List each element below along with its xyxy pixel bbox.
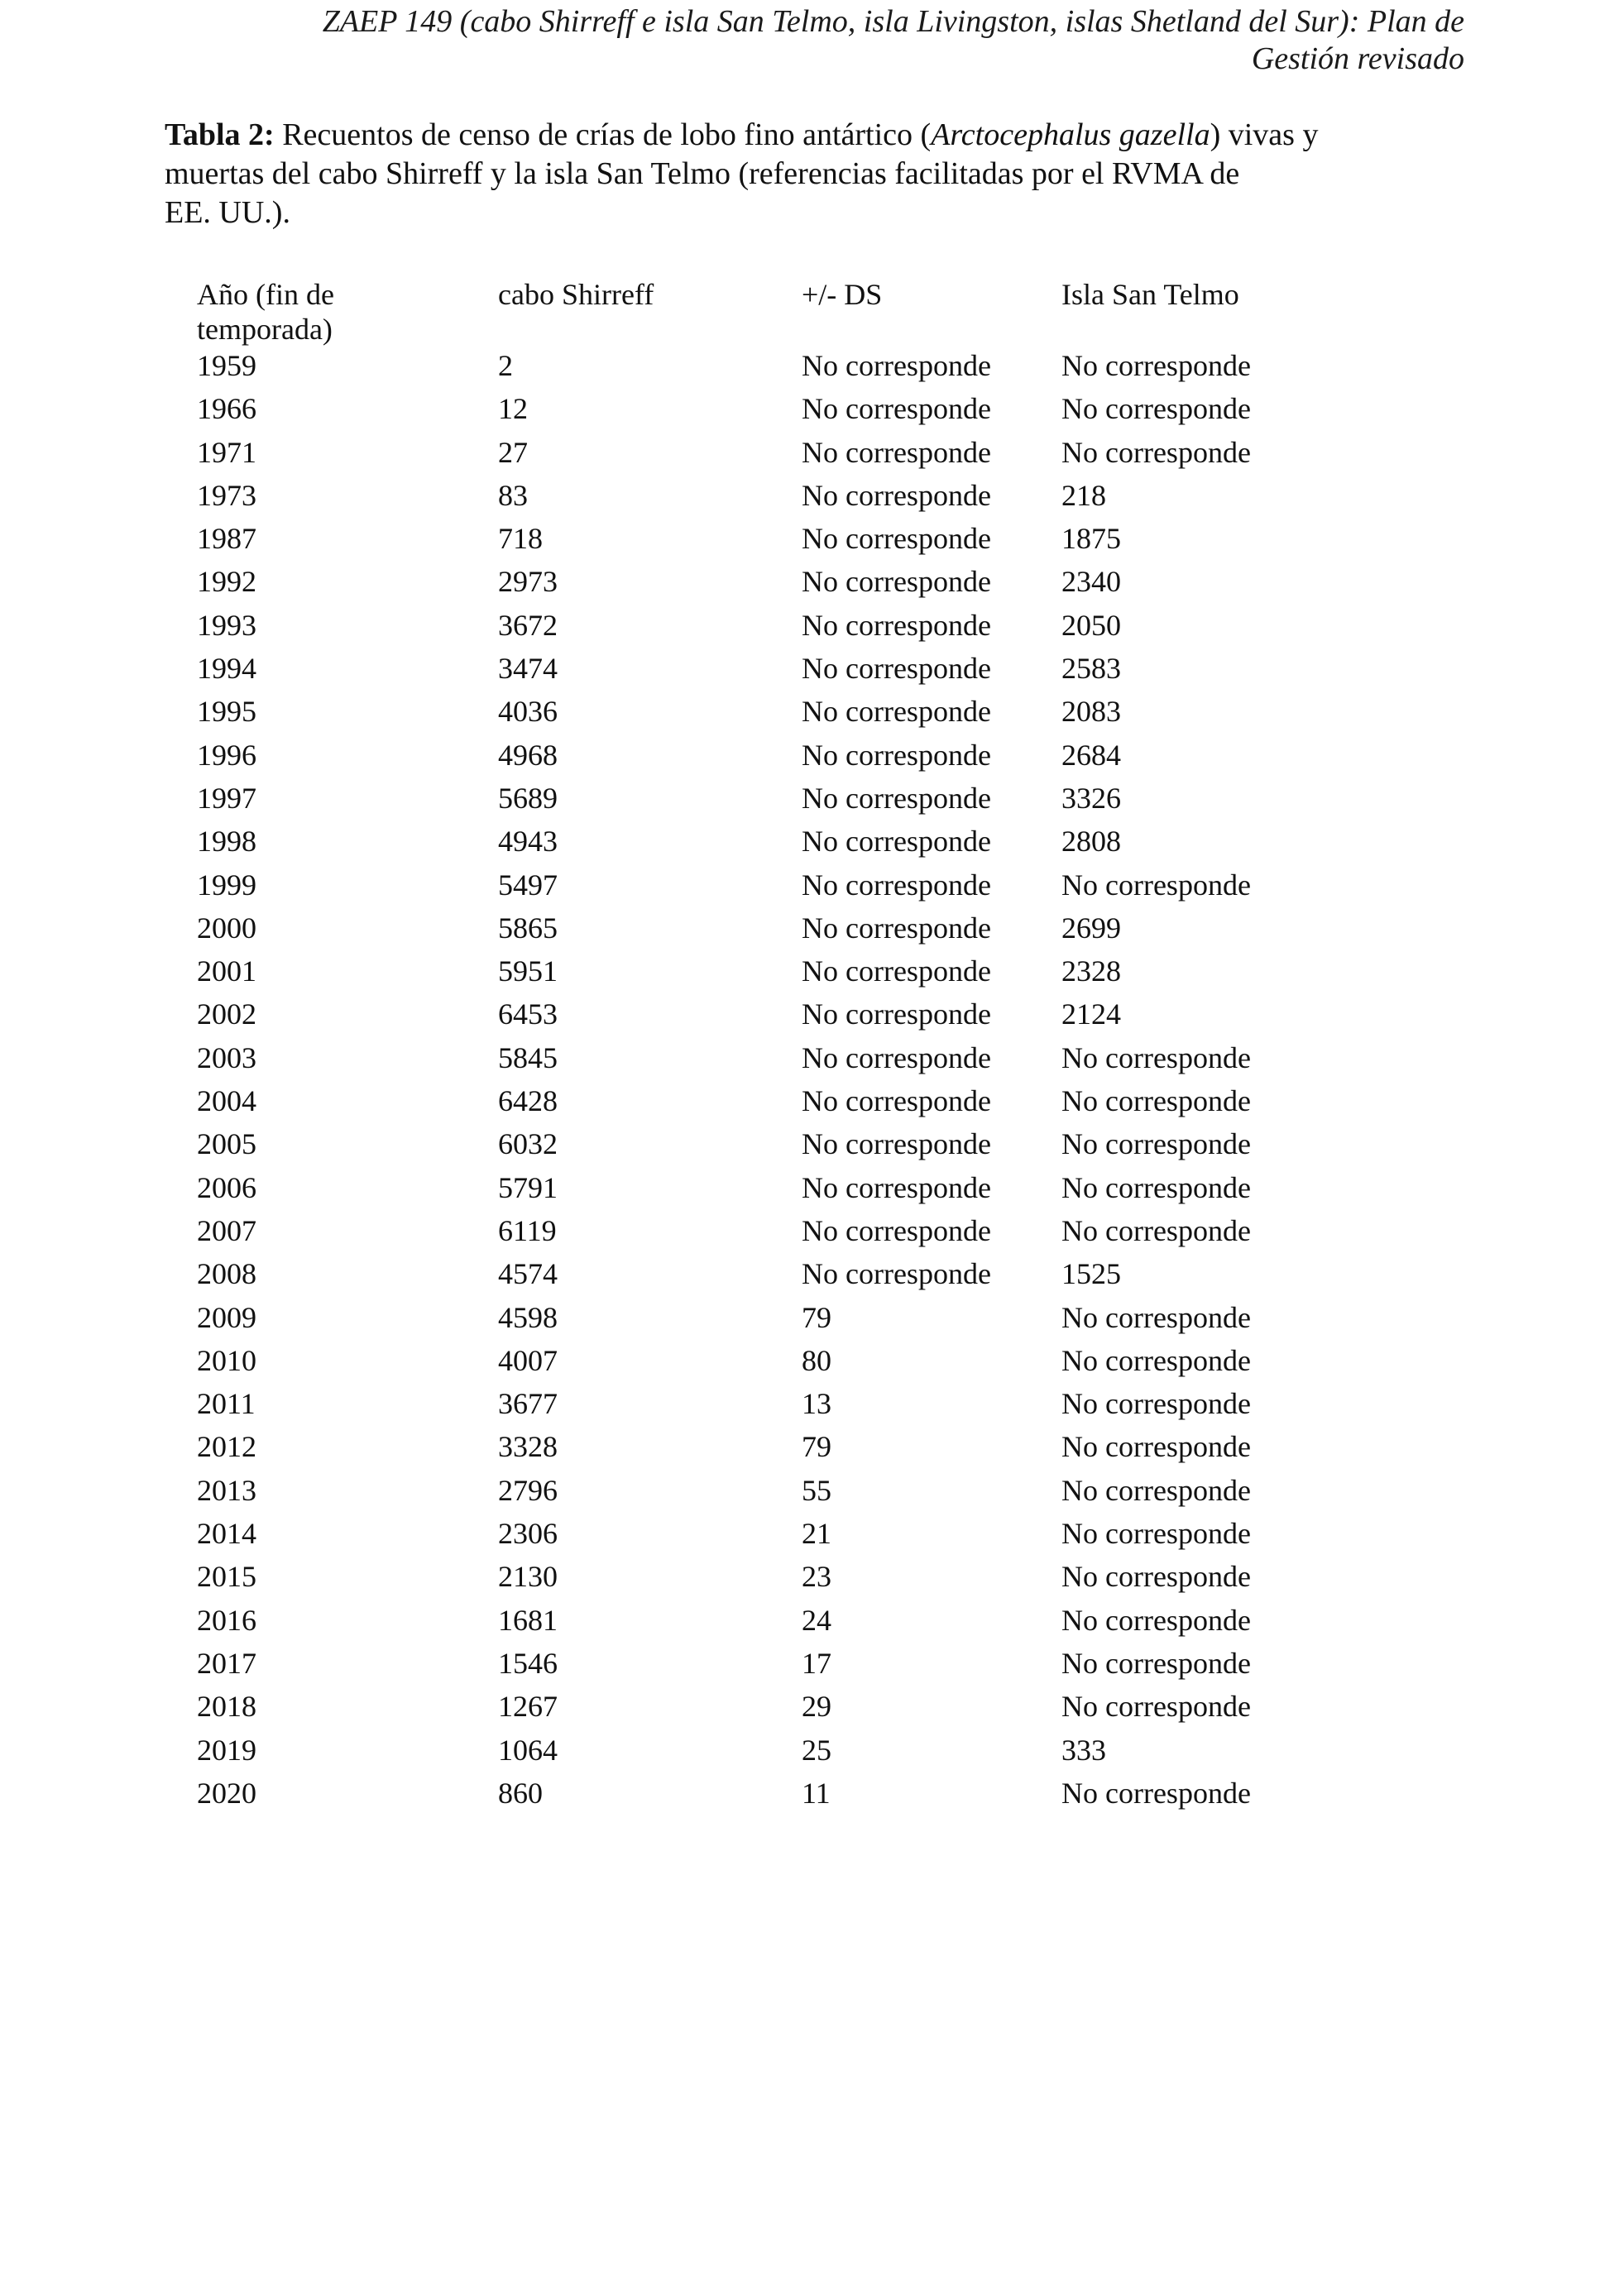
header-isla-san-telmo: Isla San Telmo — [1061, 278, 1239, 311]
cell-cabo-shirreff: 5791 — [498, 1170, 558, 1204]
table-row — [197, 1646, 1355, 1689]
cell-cabo-shirreff: 1267 — [498, 1690, 558, 1724]
table-row — [197, 1126, 1355, 1170]
cell-year: 2020 — [197, 1776, 256, 1810]
cell-sd: No corresponde — [802, 608, 991, 642]
cell-sd: No corresponde — [802, 478, 991, 512]
cell-year: 1973 — [197, 478, 256, 512]
cell-cabo-shirreff: 860 — [498, 1776, 543, 1810]
cell-year: 2018 — [197, 1690, 256, 1724]
cell-sd: No corresponde — [802, 522, 991, 556]
cell-year: 1996 — [197, 738, 256, 772]
cell-isla-san-telmo: 2050 — [1061, 608, 1121, 642]
cell-isla-san-telmo: No corresponde — [1061, 1560, 1251, 1594]
page-header — [0, 0, 1624, 83]
cell-year: 2004 — [197, 1084, 256, 1118]
cell-cabo-shirreff: 5951 — [498, 954, 558, 988]
table-row — [197, 694, 1355, 737]
cell-sd: No corresponde — [802, 349, 991, 382]
table-row — [197, 1343, 1355, 1386]
cell-sd: 17 — [802, 1646, 831, 1680]
table-row — [197, 651, 1355, 694]
table-row — [197, 1559, 1355, 1602]
cell-year: 2011 — [197, 1387, 256, 1421]
cell-cabo-shirreff: 4968 — [498, 738, 558, 772]
table-row — [197, 348, 1355, 391]
cell-isla-san-telmo: 2328 — [1061, 954, 1121, 988]
table-caption — [165, 116, 1472, 232]
table-row — [197, 1170, 1355, 1213]
table-row — [197, 608, 1355, 651]
cell-cabo-shirreff: 2130 — [498, 1560, 558, 1594]
table-row — [197, 391, 1355, 434]
header-sd: +/- DS — [802, 278, 883, 311]
table-row — [197, 478, 1355, 521]
cell-sd: No corresponde — [802, 954, 991, 988]
header-year: Año (fin de temporada) — [197, 278, 334, 346]
cell-isla-san-telmo: No corresponde — [1061, 349, 1251, 382]
table-row — [197, 1473, 1355, 1516]
cell-cabo-shirreff: 1681 — [498, 1603, 558, 1637]
cell-cabo-shirreff: 6119 — [498, 1213, 557, 1247]
table-row — [197, 997, 1355, 1040]
cell-isla-san-telmo: 218 — [1061, 478, 1106, 512]
census-table — [197, 277, 1355, 1819]
cell-cabo-shirreff: 3328 — [498, 1430, 558, 1464]
table-row — [197, 435, 1355, 478]
caption-line-2: muertas del cabo Shirreff y la isla San Telmo (referencias facilitadas por el RVMA de — [165, 156, 1240, 191]
cell-cabo-shirreff: 4574 — [498, 1257, 558, 1291]
cell-cabo-shirreff: 5865 — [498, 911, 558, 945]
cell-isla-san-telmo: 2684 — [1061, 738, 1121, 772]
cell-cabo-shirreff: 2973 — [498, 565, 558, 599]
cell-isla-san-telmo: No corresponde — [1061, 392, 1251, 426]
cell-year: 2014 — [197, 1517, 256, 1551]
table-row — [197, 738, 1355, 781]
cell-sd: No corresponde — [802, 1213, 991, 1247]
cell-cabo-shirreff: 6453 — [498, 997, 558, 1031]
cell-cabo-shirreff: 3677 — [498, 1387, 558, 1421]
table-row — [197, 564, 1355, 607]
cell-year: 1998 — [197, 825, 256, 859]
cell-year: 1987 — [197, 522, 256, 556]
cell-year: 2010 — [197, 1343, 256, 1377]
cell-sd: No corresponde — [802, 695, 991, 729]
header-title-line-2: Gestión revisado — [1251, 41, 1464, 76]
cell-year: 1994 — [197, 652, 256, 686]
cell-sd: No corresponde — [802, 825, 991, 859]
cell-sd: 55 — [802, 1473, 831, 1507]
table-row — [197, 1300, 1355, 1343]
cell-isla-san-telmo: 2699 — [1061, 911, 1121, 945]
cell-sd: 80 — [802, 1343, 831, 1377]
cell-sd: 23 — [802, 1560, 831, 1594]
cell-isla-san-telmo: 2583 — [1061, 652, 1121, 686]
cell-sd: 13 — [802, 1387, 831, 1421]
cell-isla-san-telmo: No corresponde — [1061, 1517, 1251, 1551]
cell-isla-san-telmo: No corresponde — [1061, 1300, 1251, 1334]
cell-cabo-shirreff: 6032 — [498, 1127, 558, 1161]
caption-line-3: EE. UU.). — [165, 195, 290, 230]
cell-isla-san-telmo: No corresponde — [1061, 1690, 1251, 1724]
cell-year: 2002 — [197, 997, 256, 1031]
cell-sd: No corresponde — [802, 392, 991, 426]
cell-year: 2008 — [197, 1257, 256, 1291]
cell-year: 2009 — [197, 1300, 256, 1334]
header-cabo-shirreff: cabo Shirreff — [498, 278, 654, 311]
cell-isla-san-telmo: 3326 — [1061, 781, 1121, 815]
cell-sd: No corresponde — [802, 435, 991, 469]
table-row — [197, 781, 1355, 824]
cell-cabo-shirreff: 4943 — [498, 825, 558, 859]
table-row — [197, 868, 1355, 911]
cell-isla-san-telmo: 2124 — [1061, 997, 1121, 1031]
table-row — [197, 1689, 1355, 1732]
table-row — [197, 1256, 1355, 1299]
cell-sd: 79 — [802, 1430, 831, 1464]
cell-sd: No corresponde — [802, 911, 991, 945]
cell-cabo-shirreff: 2 — [498, 349, 513, 382]
cell-sd: No corresponde — [802, 1170, 991, 1204]
table-row — [197, 1733, 1355, 1776]
cell-sd: No corresponde — [802, 1127, 991, 1161]
cell-isla-san-telmo: 2340 — [1061, 565, 1121, 599]
cell-isla-san-telmo: No corresponde — [1061, 435, 1251, 469]
cell-year: 2005 — [197, 1127, 256, 1161]
table-row — [197, 1603, 1355, 1646]
cell-sd: 25 — [802, 1733, 831, 1767]
cell-isla-san-telmo: 1875 — [1061, 522, 1121, 556]
cell-year: 2001 — [197, 954, 256, 988]
cell-isla-san-telmo: 2808 — [1061, 825, 1121, 859]
cell-cabo-shirreff: 12 — [498, 392, 528, 426]
cell-year: 2019 — [197, 1733, 256, 1767]
cell-cabo-shirreff: 4598 — [498, 1300, 558, 1334]
cell-year: 1959 — [197, 349, 256, 382]
cell-cabo-shirreff: 718 — [498, 522, 543, 556]
cell-isla-san-telmo: No corresponde — [1061, 1127, 1251, 1161]
table-body — [197, 348, 1355, 1819]
cell-year: 2006 — [197, 1170, 256, 1204]
cell-year: 2013 — [197, 1473, 256, 1507]
table-header-row — [197, 277, 1355, 348]
header-title-line-1: ZAEP 149 (cabo Shirreff e isla San Telmo, isla Livingston, islas Shetland del Sur): Plan de — [322, 4, 1464, 39]
caption-text-a: Recuentos de censo de crías de lobo fino antártico ( — [274, 117, 932, 152]
cell-isla-san-telmo: No corresponde — [1061, 1170, 1251, 1204]
cell-isla-san-telmo: No corresponde — [1061, 1213, 1251, 1247]
table-row — [197, 1040, 1355, 1083]
cell-cabo-shirreff: 5845 — [498, 1040, 558, 1074]
cell-sd: 11 — [802, 1776, 831, 1810]
cell-sd: 79 — [802, 1300, 831, 1334]
cell-sd: No corresponde — [802, 1084, 991, 1118]
cell-cabo-shirreff: 1546 — [498, 1646, 558, 1680]
cell-year: 2012 — [197, 1430, 256, 1464]
caption-text-b: ) vivas y — [1210, 117, 1319, 152]
table-row — [197, 521, 1355, 564]
table-row — [197, 1516, 1355, 1559]
cell-isla-san-telmo: No corresponde — [1061, 1343, 1251, 1377]
cell-year: 2016 — [197, 1603, 256, 1637]
cell-sd: No corresponde — [802, 738, 991, 772]
table-row — [197, 824, 1355, 867]
cell-isla-san-telmo: No corresponde — [1061, 1776, 1251, 1810]
cell-isla-san-telmo: No corresponde — [1061, 1387, 1251, 1421]
cell-sd: 29 — [802, 1690, 831, 1724]
cell-cabo-shirreff: 27 — [498, 435, 528, 469]
cell-year: 2000 — [197, 911, 256, 945]
cell-year: 2003 — [197, 1040, 256, 1074]
cell-year: 1997 — [197, 781, 256, 815]
cell-cabo-shirreff: 1064 — [498, 1733, 558, 1767]
table-row — [197, 1083, 1355, 1126]
cell-sd: No corresponde — [802, 1257, 991, 1291]
cell-cabo-shirreff: 3474 — [498, 652, 558, 686]
cell-isla-san-telmo: 333 — [1061, 1733, 1106, 1767]
table-row — [197, 1776, 1355, 1819]
caption-species-name: Arctocephalus gazella — [931, 117, 1210, 152]
cell-isla-san-telmo: No corresponde — [1061, 868, 1251, 902]
cell-cabo-shirreff: 4036 — [498, 695, 558, 729]
table-row — [197, 1213, 1355, 1256]
cell-sd: No corresponde — [802, 565, 991, 599]
cell-cabo-shirreff: 5689 — [498, 781, 558, 815]
cell-isla-san-telmo: No corresponde — [1061, 1646, 1251, 1680]
cell-sd: No corresponde — [802, 781, 991, 815]
cell-isla-san-telmo: No corresponde — [1061, 1430, 1251, 1464]
cell-sd: 24 — [802, 1603, 831, 1637]
cell-sd: No corresponde — [802, 652, 991, 686]
cell-isla-san-telmo: No corresponde — [1061, 1040, 1251, 1074]
cell-sd: 21 — [802, 1517, 831, 1551]
table-row — [197, 911, 1355, 954]
cell-isla-san-telmo: No corresponde — [1061, 1603, 1251, 1637]
cell-year: 1966 — [197, 392, 256, 426]
cell-year: 2007 — [197, 1213, 256, 1247]
caption-label: Tabla 2: — [165, 117, 275, 152]
cell-isla-san-telmo: No corresponde — [1061, 1084, 1251, 1118]
table-row — [197, 1386, 1355, 1429]
cell-sd: No corresponde — [802, 997, 991, 1031]
cell-cabo-shirreff: 2306 — [498, 1517, 558, 1551]
cell-cabo-shirreff: 4007 — [498, 1343, 558, 1377]
table-row — [197, 1429, 1355, 1472]
cell-cabo-shirreff: 6428 — [498, 1084, 558, 1118]
cell-sd: No corresponde — [802, 868, 991, 902]
cell-year: 1971 — [197, 435, 256, 469]
cell-sd: No corresponde — [802, 1040, 991, 1074]
cell-cabo-shirreff: 2796 — [498, 1473, 558, 1507]
cell-isla-san-telmo: 2083 — [1061, 695, 1121, 729]
cell-isla-san-telmo: 1525 — [1061, 1257, 1121, 1291]
cell-year: 1995 — [197, 695, 256, 729]
cell-cabo-shirreff: 3672 — [498, 608, 558, 642]
cell-cabo-shirreff: 83 — [498, 478, 528, 512]
cell-isla-san-telmo: No corresponde — [1061, 1473, 1251, 1507]
cell-year: 2015 — [197, 1560, 256, 1594]
cell-year: 2017 — [197, 1646, 256, 1680]
table-row — [197, 954, 1355, 997]
cell-cabo-shirreff: 5497 — [498, 868, 558, 902]
caption-line-1 — [165, 116, 1472, 155]
cell-year: 1992 — [197, 565, 256, 599]
cell-year: 1993 — [197, 608, 256, 642]
cell-year: 1999 — [197, 868, 256, 902]
